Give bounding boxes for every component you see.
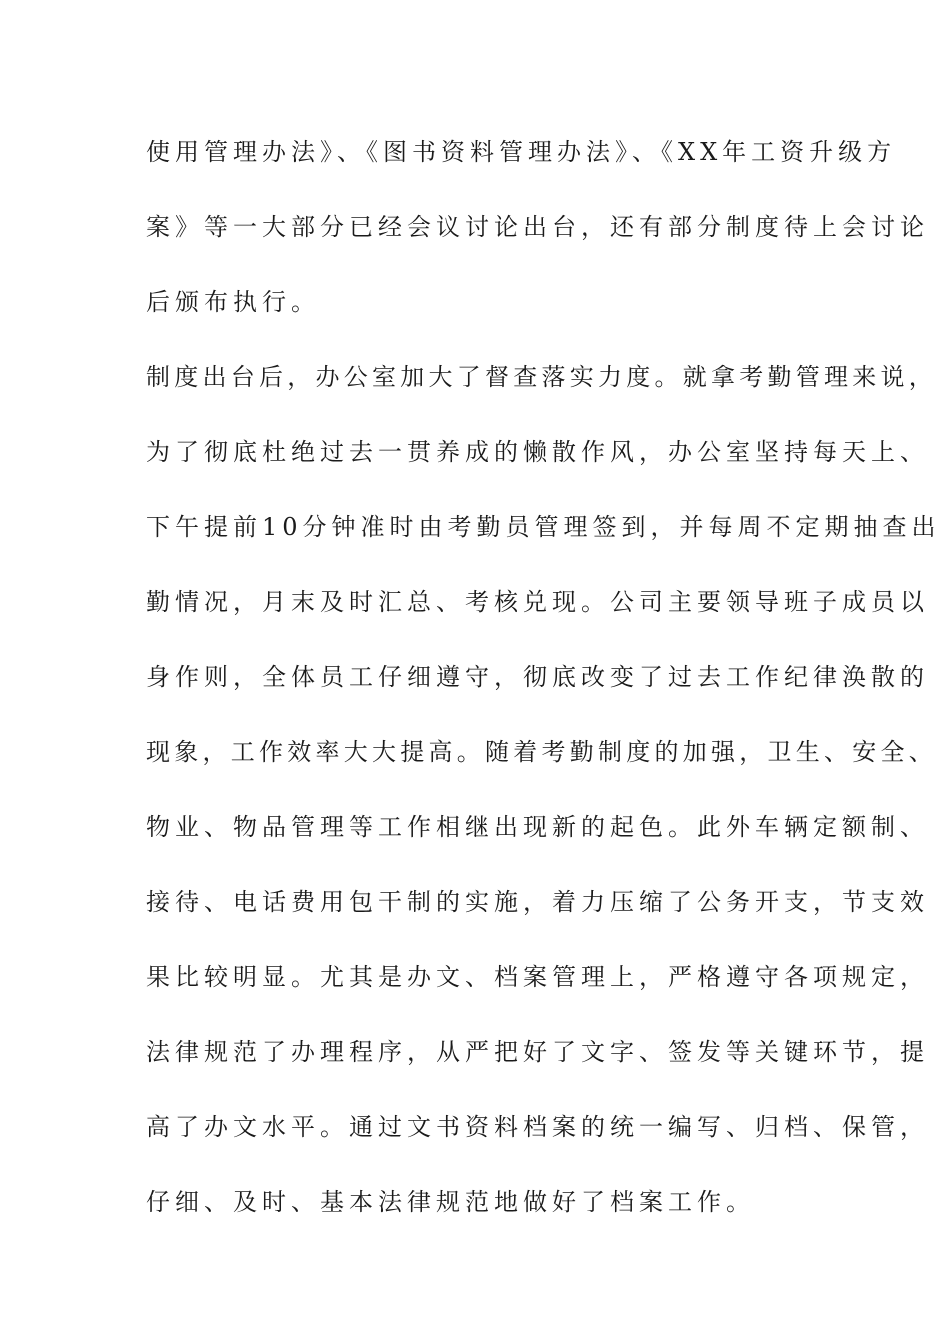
text-line: 下午提前10分钟准时由考勤员管理签到，并每周不定期抽查出 (146, 513, 941, 541)
text-line: 使用管理办法》、《图书资料管理办法》、《XX年工资升级方 (146, 138, 897, 166)
text-line: 物业、物品管理等工作相继出现新的起色。此外车辆定额制、 (146, 813, 929, 841)
text-line: 仔细、及时、基本法律规范地做好了档案工作。 (146, 1188, 755, 1216)
text-line: 果比较明显。尤其是办文、档案管理上，严格遵守各项规定， (146, 963, 929, 991)
text-line: 高了办文水平。通过文书资料档案的统一编写、归档、保管， (146, 1113, 929, 1141)
text-line: 勤情况，月末及时汇总、考核兑现。公司主要领导班子成员以 (146, 588, 929, 616)
text-line: 接待、电话费用包干制的实施，着力压缩了公务开支，节支效 (146, 888, 929, 916)
text-line: 身作则，全体员工仔细遵守，彻底改变了过去工作纪律涣散的 (146, 663, 929, 691)
paragraph-start-line: 制度出台后，办公室加大了督查落实力度。就拿考勤管理来说， (146, 363, 937, 391)
text-line: 后颁布执行。 (146, 288, 320, 316)
text-line: 案》等一大部分已经会议讨论出台，还有部分制度待上会讨论 (146, 213, 929, 241)
text-line: 现象，工作效率大大提高。随着考勤制度的加强，卫生、安全、 (146, 738, 937, 766)
text-line: 法律规范了办理程序，从严把好了文字、签发等关键环节，提 (146, 1038, 929, 1066)
text-line: 为了彻底杜绝过去一贯养成的懒散作风，办公室坚持每天上、 (146, 438, 929, 466)
